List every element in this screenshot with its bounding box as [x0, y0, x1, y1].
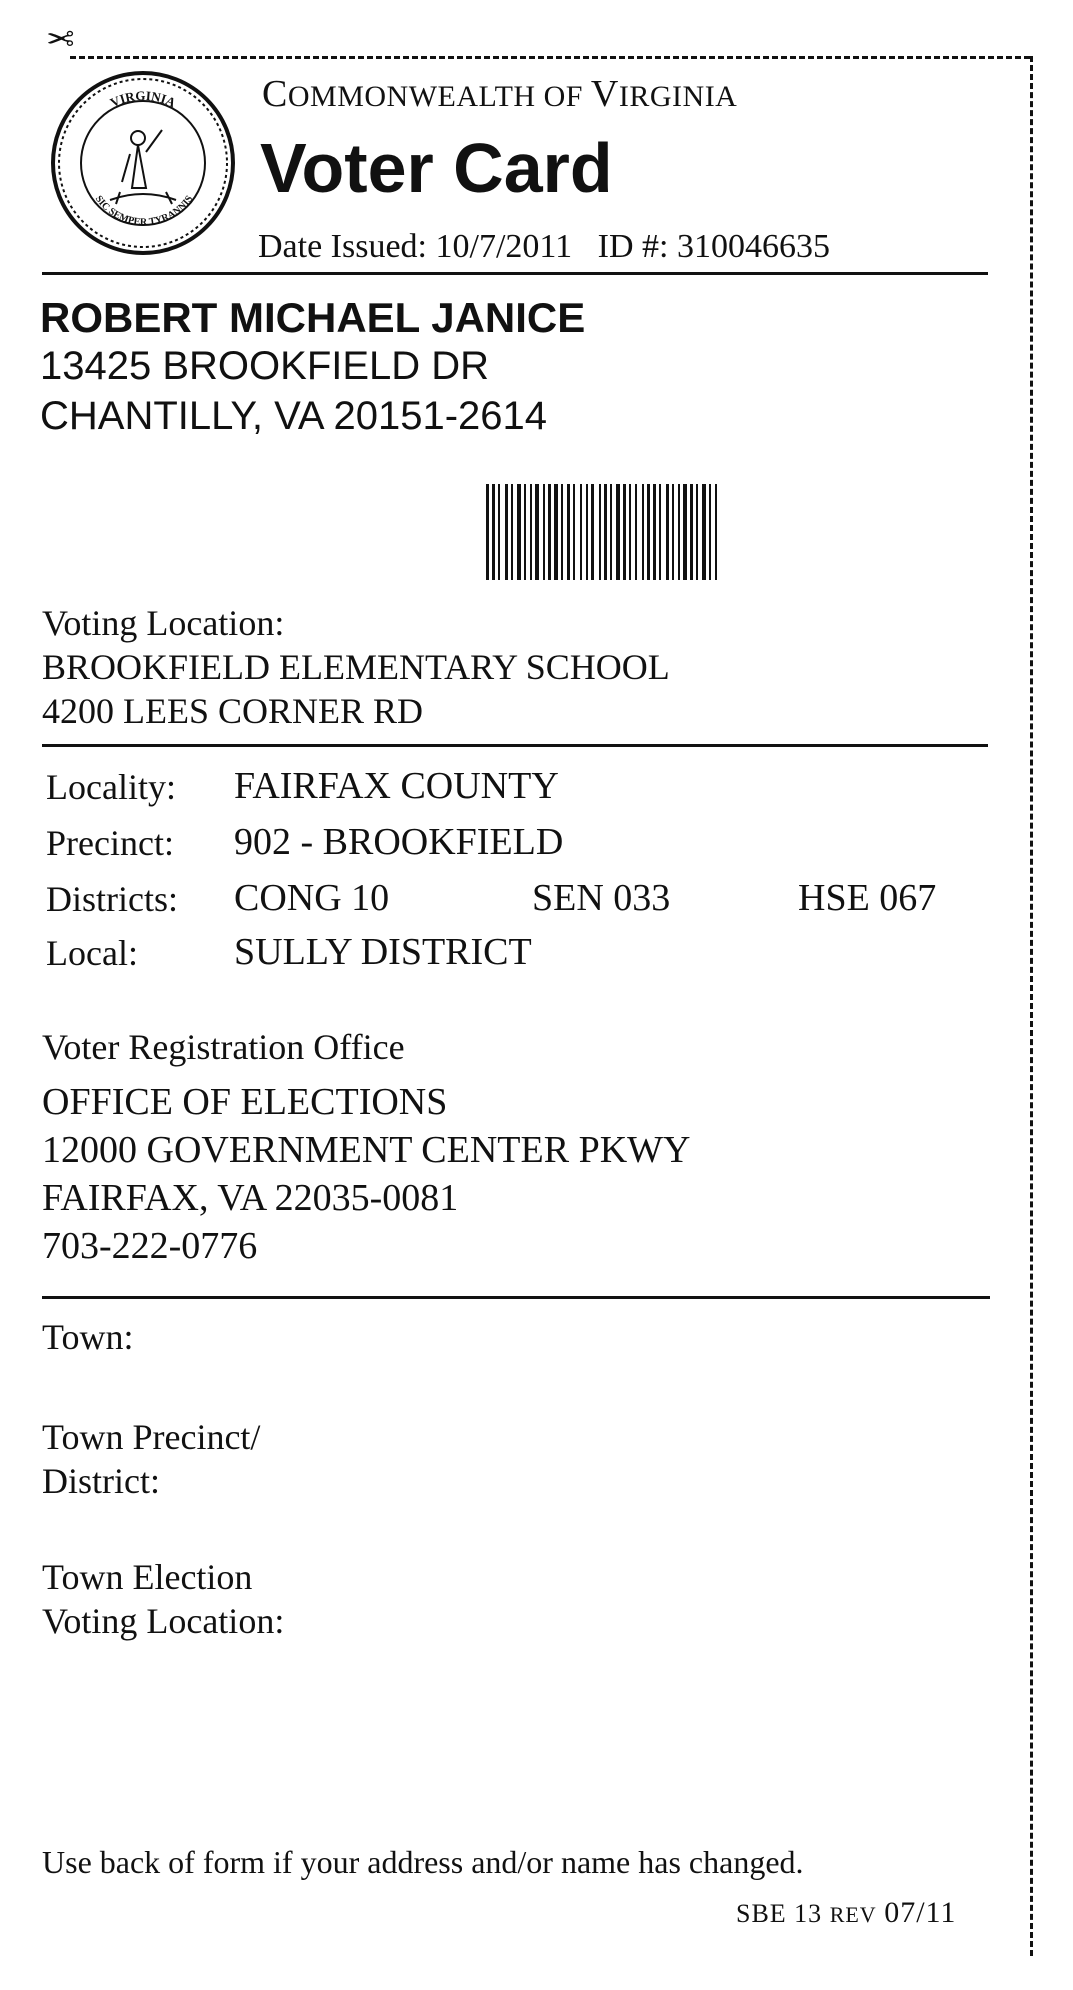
- barcode-bar: [530, 484, 532, 580]
- barcode-bar: [672, 484, 674, 580]
- seal-figure-icon: [110, 130, 176, 204]
- commonwealth-heading: COMMONWEALTH OF VIRGINIA: [262, 73, 738, 115]
- barcode-bar: [610, 484, 612, 580]
- voter-address-line1: 13425 BROOKFIELD DR: [40, 344, 490, 388]
- virginia-seal: [50, 70, 236, 256]
- barcode-bar: [715, 484, 717, 580]
- registration-office-address-line1: 12000 GOVERNMENT CENTER PKWY: [42, 1129, 691, 1171]
- districts-label: Districts:: [46, 879, 178, 919]
- barcode-bar: [517, 484, 521, 580]
- town-election-label: Town Election: [42, 1557, 253, 1597]
- town-district-label: District:: [42, 1461, 160, 1501]
- barcode-bar: [599, 484, 601, 580]
- barcode-bar: [629, 484, 631, 580]
- date-issued-label: Date Issued:: [258, 228, 428, 265]
- registration-office-address-line2: FAIRFAX, VA 22035-0081: [42, 1177, 459, 1219]
- voting-location-name: BROOKFIELD ELEMENTARY SCHOOL: [42, 647, 670, 687]
- barcode-bar: [642, 484, 644, 580]
- voter-name: ROBERT MICHAEL JANICE: [40, 294, 586, 341]
- card-title: Voter Card: [260, 129, 613, 207]
- precinct-label: Precinct:: [46, 823, 174, 863]
- barcode-bar: [511, 484, 513, 580]
- barcode-bar: [647, 484, 650, 580]
- address-change-note: Use back of form if your address and/or name has changed.: [42, 1844, 804, 1880]
- barcode-bar: [543, 484, 545, 580]
- barcode-bar: [524, 484, 526, 580]
- id-label: ID #:: [597, 228, 669, 265]
- cut-line-right: [1030, 56, 1033, 1956]
- barcode-bar: [623, 484, 626, 580]
- barcode-bar: [535, 484, 539, 580]
- district-cong: CONG 10: [234, 877, 390, 919]
- barcode-bar: [554, 484, 558, 580]
- local-label: Local:: [46, 933, 138, 973]
- barcode-bar: [604, 484, 607, 580]
- barcode-bar: [696, 484, 698, 580]
- town-label: Town:: [42, 1317, 134, 1357]
- barcode-bar: [548, 484, 551, 580]
- scissors-icon: ✂: [46, 18, 75, 56]
- barcode-bar: [702, 484, 706, 580]
- barcode-bar: [678, 484, 680, 580]
- barcode-bar: [505, 484, 508, 580]
- barcode-bar: [573, 484, 575, 580]
- barcode-bar: [709, 484, 711, 580]
- form-rev-date: 07/11: [884, 1896, 957, 1929]
- barcode-bar: [586, 484, 588, 580]
- town-precinct-label: Town Precinct/: [42, 1417, 261, 1457]
- barcode-bar: [653, 484, 656, 580]
- locality-label: Locality:: [46, 767, 176, 807]
- barcode-bar: [659, 484, 661, 580]
- barcode-bar: [492, 484, 495, 580]
- barcode-bar: [666, 484, 669, 580]
- district-sen: SEN 033: [532, 877, 671, 919]
- barcode-bar: [683, 484, 687, 580]
- registration-office-label: Voter Registration Office: [42, 1027, 405, 1067]
- voter-address-line2: CHANTILLY, VA 20151-2614: [40, 394, 547, 438]
- voting-location-label: Voting Location:: [42, 603, 285, 643]
- location-divider: [42, 744, 988, 747]
- barcode: [486, 484, 948, 580]
- voting-location-address: 4200 LEES CORNER RD: [42, 691, 424, 731]
- barcode-bar: [690, 484, 693, 580]
- precinct-value: 902 - BROOKFIELD: [234, 821, 564, 863]
- seal-motto-text: SIC SEMPER TYRANNIS: [92, 193, 196, 228]
- issue-info: [258, 228, 830, 266]
- local-value: SULLY DISTRICT: [234, 931, 532, 973]
- barcode-bar: [591, 484, 594, 580]
- form-rev-label: REV: [829, 1902, 877, 1927]
- form-identifier: [736, 1896, 956, 1930]
- barcode-bar: [498, 484, 500, 580]
- office-divider: [42, 1296, 990, 1299]
- registration-office-phone: 703-222-0776: [42, 1225, 258, 1267]
- date-issued-value: 10/7/2011: [435, 228, 573, 265]
- barcode-bar: [616, 484, 620, 580]
- district-hse: HSE 067: [798, 877, 937, 919]
- barcode-bar: [567, 484, 570, 580]
- cut-line-top: [70, 56, 1030, 59]
- form-code: SBE 13: [736, 1899, 823, 1928]
- seal-top-text: VIRGINIA: [107, 87, 179, 111]
- locality-value: FAIRFAX COUNTY: [234, 765, 559, 807]
- barcode-bar: [561, 484, 563, 580]
- barcode-bar: [635, 484, 637, 580]
- town-voting-location-label: Voting Location:: [42, 1601, 285, 1641]
- id-number: 310046635: [676, 228, 830, 265]
- barcode-bar: [580, 484, 582, 580]
- registration-office-name: OFFICE OF ELECTIONS: [42, 1081, 448, 1123]
- barcode-bar: [486, 484, 489, 580]
- header-divider: [42, 272, 988, 275]
